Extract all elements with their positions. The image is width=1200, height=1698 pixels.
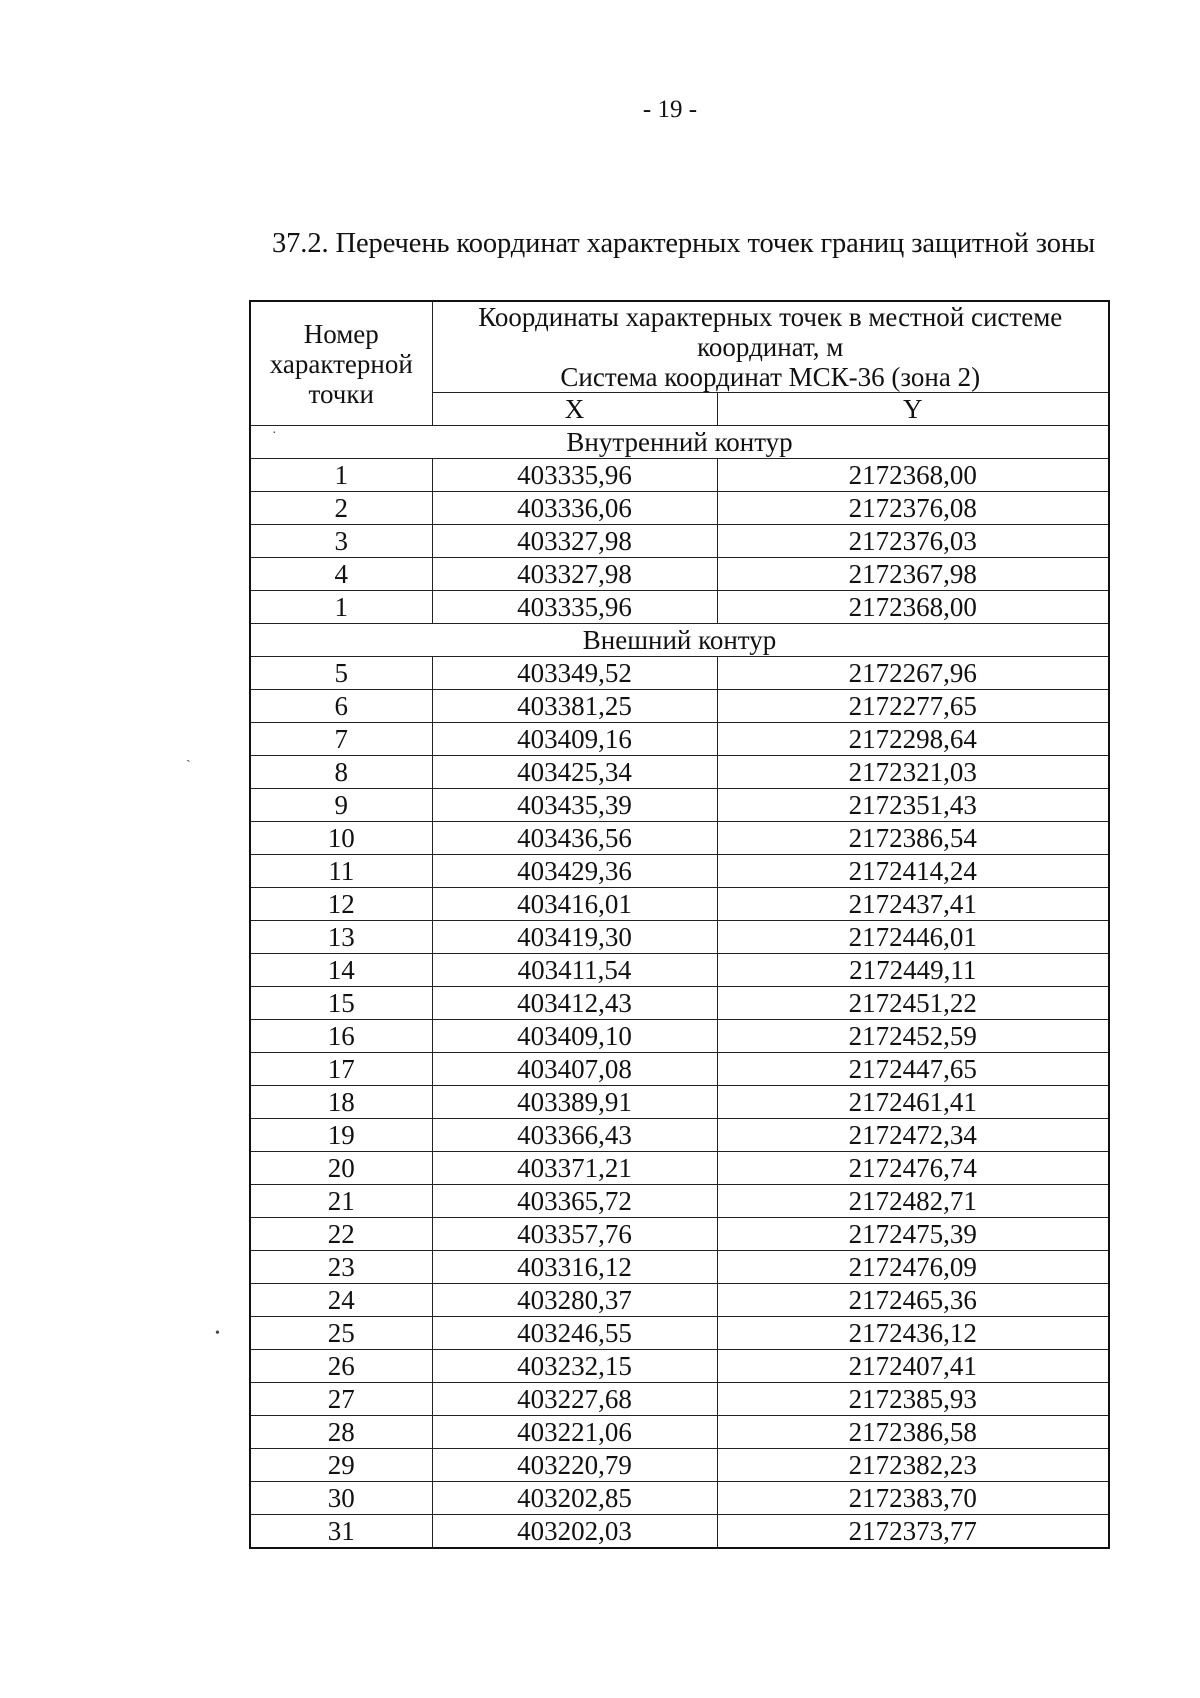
scan-artifact-dot: · — [272, 426, 277, 441]
point-number-cell: 31 — [250, 1515, 432, 1549]
table-header-row — [250, 301, 1109, 393]
point-number-cell: 25 — [250, 1317, 432, 1350]
x-coordinate-cell: 403232,15 — [432, 1350, 717, 1383]
y-coordinate-cell: 2172351,43 — [717, 789, 1109, 822]
x-coordinate-cell: 403411,54 — [432, 954, 717, 987]
table-row — [250, 525, 1109, 558]
table-row — [250, 1350, 1109, 1383]
point-number-cell: 18 — [250, 1086, 432, 1119]
table-row — [250, 789, 1109, 822]
x-coordinate-cell: 403202,03 — [432, 1515, 717, 1549]
point-number-cell: 22 — [250, 1218, 432, 1251]
coordinates-header-line-3: Система координат МСК-36 (зона 2) — [560, 362, 981, 392]
point-number-cell: 10 — [250, 822, 432, 855]
table-row — [250, 921, 1109, 954]
x-coordinate-cell: 403316,12 — [432, 1251, 717, 1284]
point-number-cell: 1 — [250, 459, 432, 492]
column-header-coordinates — [432, 301, 1109, 393]
point-number-cell: 23 — [250, 1251, 432, 1284]
y-coordinate-cell: 2172267,96 — [717, 657, 1109, 690]
point-number-cell: 11 — [250, 855, 432, 888]
x-coordinate-cell: 403246,55 — [432, 1317, 717, 1350]
x-coordinate-cell: 403429,36 — [432, 855, 717, 888]
point-number-cell: 5 — [250, 657, 432, 690]
point-number-cell: 27 — [250, 1383, 432, 1416]
table-row — [250, 723, 1109, 756]
y-coordinate-cell: 2172385,93 — [717, 1383, 1109, 1416]
x-coordinate-cell: 403349,52 — [432, 657, 717, 690]
point-number-cell: 13 — [250, 921, 432, 954]
x-coordinate-cell: 403227,68 — [432, 1383, 717, 1416]
point-number-cell: 19 — [250, 1119, 432, 1152]
x-coordinate-cell: 403220,79 — [432, 1449, 717, 1482]
table-row — [250, 1251, 1109, 1284]
table-row — [250, 1482, 1109, 1515]
x-coordinate-cell: 403409,10 — [432, 1020, 717, 1053]
y-coordinate-cell: 2172476,74 — [717, 1152, 1109, 1185]
x-coordinate-cell: 403419,30 — [432, 921, 717, 954]
table-row — [250, 1152, 1109, 1185]
point-number-cell: 20 — [250, 1152, 432, 1185]
x-coordinate-cell: 403436,56 — [432, 822, 717, 855]
table-row — [250, 954, 1109, 987]
column-header-y: Y — [717, 393, 1109, 426]
point-number-cell: 14 — [250, 954, 432, 987]
y-coordinate-cell: 2172437,41 — [717, 888, 1109, 921]
x-coordinate-cell: 403335,96 — [432, 591, 717, 624]
x-coordinate-cell: 403416,01 — [432, 888, 717, 921]
x-coordinate-cell: 403409,16 — [432, 723, 717, 756]
point-number-cell: 16 — [250, 1020, 432, 1053]
table-row — [250, 987, 1109, 1020]
y-coordinate-cell: 2172367,98 — [717, 558, 1109, 591]
x-coordinate-cell: 403407,08 — [432, 1053, 717, 1086]
table-row — [250, 888, 1109, 921]
column-header-point-number: Номер характерной точки — [250, 301, 432, 426]
table-row — [250, 1284, 1109, 1317]
y-coordinate-cell: 2172386,58 — [717, 1416, 1109, 1449]
page-title: 37.2. Перечень координат характерных точек границ защитной зоны — [272, 228, 1096, 259]
x-coordinate-cell: 403221,06 — [432, 1416, 717, 1449]
y-coordinate-cell: 2172451,22 — [717, 987, 1109, 1020]
x-coordinate-cell: 403381,25 — [432, 690, 717, 723]
y-coordinate-cell: 2172447,65 — [717, 1053, 1109, 1086]
section-row — [250, 426, 1109, 459]
table-row — [250, 1053, 1109, 1086]
x-coordinate-cell: 403327,98 — [432, 558, 717, 591]
point-number-cell: 7 — [250, 723, 432, 756]
x-coordinate-cell: 403202,85 — [432, 1482, 717, 1515]
y-coordinate-cell: 2172452,59 — [717, 1020, 1109, 1053]
point-number-cell: 9 — [250, 789, 432, 822]
x-coordinate-cell: 403336,06 — [432, 492, 717, 525]
y-coordinate-cell: 2172376,03 — [717, 525, 1109, 558]
table-row — [250, 1416, 1109, 1449]
x-coordinate-cell: 403357,76 — [432, 1218, 717, 1251]
point-number-cell: 4 — [250, 558, 432, 591]
x-coordinate-cell: 403371,21 — [432, 1152, 717, 1185]
scan-artifact-dot: • — [215, 1326, 220, 1341]
x-coordinate-cell: 403366,43 — [432, 1119, 717, 1152]
table-row — [250, 1020, 1109, 1053]
point-number-cell: 26 — [250, 1350, 432, 1383]
x-coordinate-cell: 403280,37 — [432, 1284, 717, 1317]
x-coordinate-cell: 403365,72 — [432, 1185, 717, 1218]
table-row — [250, 855, 1109, 888]
y-coordinate-cell: 2172277,65 — [717, 690, 1109, 723]
x-coordinate-cell: 403389,91 — [432, 1086, 717, 1119]
table-row — [250, 1515, 1109, 1549]
y-coordinate-cell: 2172383,70 — [717, 1482, 1109, 1515]
table-row — [250, 1218, 1109, 1251]
point-number-cell: 3 — [250, 525, 432, 558]
table-row — [250, 558, 1109, 591]
x-coordinate-cell: 403435,39 — [432, 789, 717, 822]
table-row — [250, 459, 1109, 492]
section-title: Внутренний контур — [250, 426, 1109, 459]
table-row — [250, 657, 1109, 690]
column-header-x: X — [432, 393, 717, 426]
point-number-cell: 15 — [250, 987, 432, 1020]
table-row — [250, 756, 1109, 789]
point-number-cell: 12 — [250, 888, 432, 921]
x-coordinate-cell: 403425,34 — [432, 756, 717, 789]
page-number: - 19 - — [642, 96, 698, 123]
point-number-cell: 24 — [250, 1284, 432, 1317]
y-coordinate-cell: 2172465,36 — [717, 1284, 1109, 1317]
point-number-cell: 2 — [250, 492, 432, 525]
x-coordinate-cell: 403335,96 — [432, 459, 717, 492]
point-number-cell: 28 — [250, 1416, 432, 1449]
y-coordinate-cell: 2172476,09 — [717, 1251, 1109, 1284]
y-coordinate-cell: 2172373,77 — [717, 1515, 1109, 1549]
y-coordinate-cell: 2172475,39 — [717, 1218, 1109, 1251]
y-coordinate-cell: 2172482,71 — [717, 1185, 1109, 1218]
table-row — [250, 1119, 1109, 1152]
table-row — [250, 1185, 1109, 1218]
section-title: Внешний контур — [250, 624, 1109, 657]
coordinates-table — [249, 300, 1110, 1549]
y-coordinate-cell: 2172376,08 — [717, 492, 1109, 525]
point-number-cell: 6 — [250, 690, 432, 723]
y-coordinate-cell: 2172461,41 — [717, 1086, 1109, 1119]
y-coordinate-cell: 2172368,00 — [717, 591, 1109, 624]
table-row — [250, 591, 1109, 624]
y-coordinate-cell: 2172472,34 — [717, 1119, 1109, 1152]
point-number-cell: 29 — [250, 1449, 432, 1482]
table-row — [250, 1086, 1109, 1119]
section-row — [250, 624, 1109, 657]
y-coordinate-cell: 2172386,54 — [717, 822, 1109, 855]
scan-artifact-mark: ˏ — [186, 748, 191, 763]
table-row — [250, 822, 1109, 855]
point-number-cell: 30 — [250, 1482, 432, 1515]
y-coordinate-cell: 2172368,00 — [717, 459, 1109, 492]
table-row — [250, 1449, 1109, 1482]
y-coordinate-cell: 2172414,24 — [717, 855, 1109, 888]
y-coordinate-cell: 2172321,03 — [717, 756, 1109, 789]
table-row — [250, 690, 1109, 723]
table-row — [250, 1317, 1109, 1350]
point-number-cell: 1 — [250, 591, 432, 624]
point-number-cell: 17 — [250, 1053, 432, 1086]
y-coordinate-cell: 2172382,23 — [717, 1449, 1109, 1482]
table-row — [250, 492, 1109, 525]
point-number-cell: 8 — [250, 756, 432, 789]
y-coordinate-cell: 2172449,11 — [717, 954, 1109, 987]
x-coordinate-cell: 403327,98 — [432, 525, 717, 558]
y-coordinate-cell: 2172436,12 — [717, 1317, 1109, 1350]
point-number-cell: 21 — [250, 1185, 432, 1218]
coordinates-header-line-2: координат, м — [697, 332, 844, 362]
y-coordinate-cell: 2172298,64 — [717, 723, 1109, 756]
table-body — [250, 426, 1109, 1549]
coordinates-header-line-1: Координаты характерных точек в местной системе — [478, 302, 1063, 332]
y-coordinate-cell: 2172407,41 — [717, 1350, 1109, 1383]
y-coordinate-cell: 2172446,01 — [717, 921, 1109, 954]
x-coordinate-cell: 403412,43 — [432, 987, 717, 1020]
table-row — [250, 1383, 1109, 1416]
